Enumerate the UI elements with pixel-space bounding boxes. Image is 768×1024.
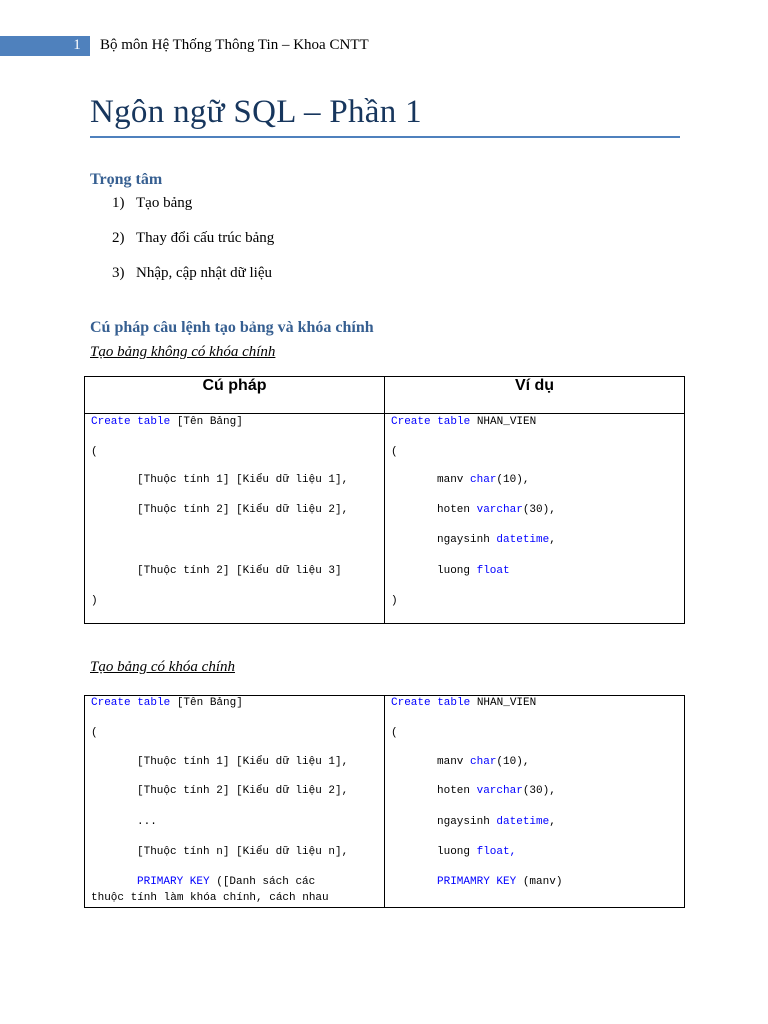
list-item: 3) Nhập, cập nhật dữ liệu bbox=[112, 265, 273, 281]
column-header-example: Ví dụ bbox=[385, 377, 685, 414]
subheading-no-pk: Tạo bảng không có khóa chính bbox=[90, 344, 276, 360]
focus-heading: Trọng tâm bbox=[90, 171, 163, 188]
subheading-with-pk: Tạo bảng có khóa chính bbox=[90, 659, 235, 675]
title-underline bbox=[90, 136, 680, 138]
document-title: Ngôn ngữ SQL – Phần 1 bbox=[90, 94, 422, 130]
syntax-table-no-pk: Cú pháp Ví dụ Create table [Tên Bảng] ( [Thuộc tính 1] [Kiểu dữ liệu 1], [Thuộc tính 2] [Kiểu dữ liệu 2], [Thuộc tính 2] [Kiểu dữ liệu 3] ) Create table NHAN_VIEN ( manv char(10), hoten varchar(30), ngaysinh datetime, luong float ) bbox=[84, 376, 685, 624]
page-number: 1 bbox=[73, 37, 81, 53]
list-item: 1) Tạo bảng bbox=[112, 195, 193, 211]
focus-list bbox=[112, 190, 274, 295]
syntax-table-with-pk: Create table [Tên Bảng] ( [Thuộc tính 1] [Kiểu dữ liệu 1], [Thuộc tính 2] [Kiểu dữ liệu 2], ... [Thuộc tính n] [Kiểu dữ liệu n], PRIMARY KEY ([Danh sách các thuộc tính làm khóa chính, cách nhau Create table NHAN_VIEN ( manv char(10), hoten varchar(30), ngaysinh datetime, luong float, PRIMAMRY KEY (manv) bbox=[84, 695, 685, 908]
column-header-syntax: Cú pháp bbox=[85, 377, 385, 414]
list-item: 2) Thay đổi cấu trúc bảng bbox=[112, 230, 275, 246]
syntax-heading: Cú pháp câu lệnh tạo bảng và khóa chính bbox=[90, 319, 374, 336]
running-header: Bộ môn Hệ Thống Thông Tin – Khoa CNTT bbox=[100, 37, 369, 53]
